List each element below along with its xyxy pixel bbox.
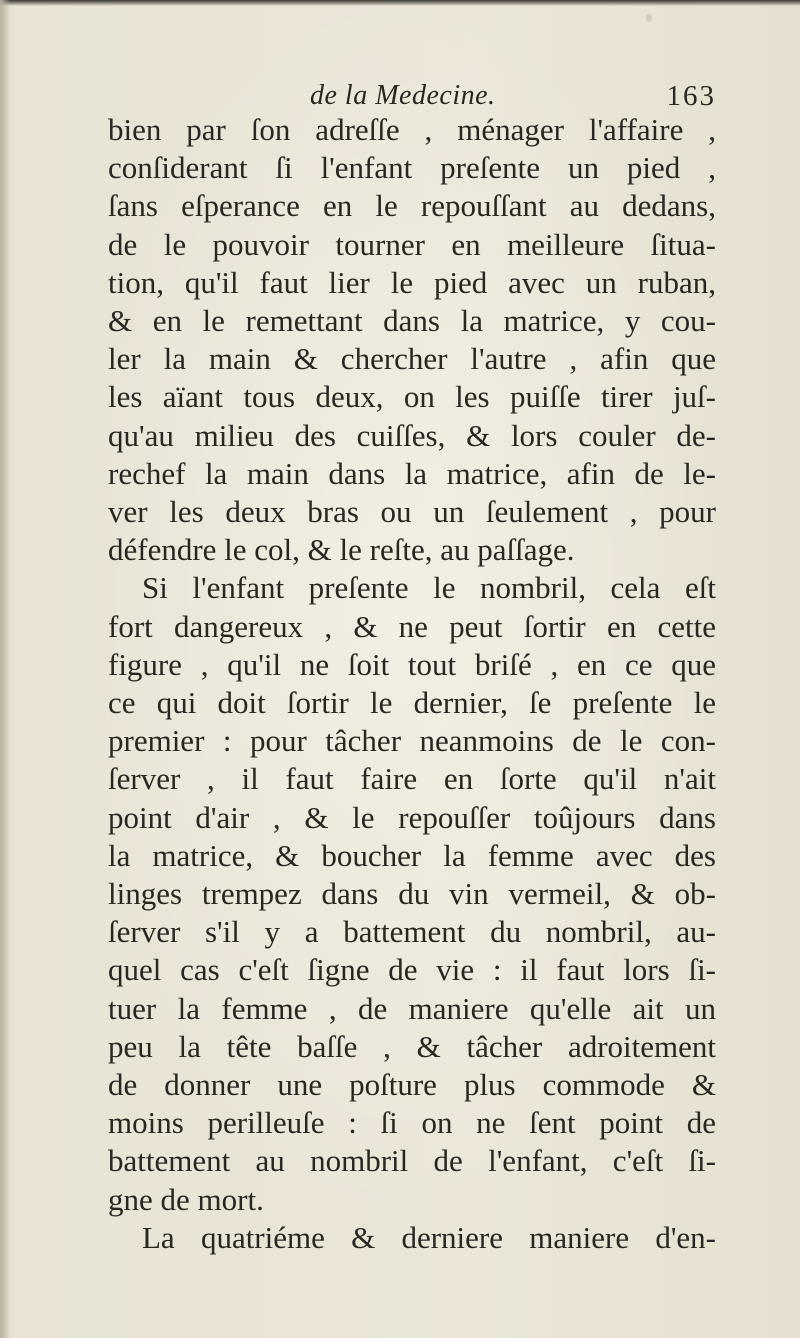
text-line: battement au nombril de l'enfant, c'eſt ſi- [108,1143,716,1179]
text-line: défendre le col, & le reſte, au paſſage. [108,532,575,568]
body-text [108,111,716,1257]
text-line: peu la tête baſſe , & tâcher adroitement [108,1028,716,1064]
text-line: tion, qu'il faut lier le pied avec un ruban, [108,264,716,300]
page-top-edge [0,0,800,6]
text-line: conſiderant ſi l'enfant preſente un pied , [108,150,716,186]
text-line: la matrice, & boucher la femme avec des [108,837,716,873]
text-line: tuer la femme , de maniere qu'elle ait un [108,990,716,1026]
page-number: 163 [666,80,716,112]
text-line: qu'au milieu des cuiſſes, & lors couler de- [108,417,716,453]
text-line: ſerver s'il y a battement du nombril, au- [108,914,716,950]
foxing-spot [646,14,652,22]
text-line: de donner une poſture plus commode & [108,1067,716,1103]
text-line: de le pouvoir tourner en meilleure ſitua- [108,226,716,262]
text-line: moins perilleuſe : ſi on ne ſent point de [108,1105,716,1141]
text-line: ſerver , il faut faire en ſorte qu'il n'ait [108,761,716,797]
paragraph-start-line: Si l'enfant preſente le nombril, cela eſt [142,570,716,606]
text-line: linges trempez dans du vin vermeil, & ob- [108,876,716,912]
text-line: les aïant tous deux, on les puiſſe tirer juſ- [108,379,716,415]
running-title: de la Medecine. [310,80,496,111]
text-line: point d'air , & le repouſſer toûjours dans [108,799,716,835]
gutter-shadow [0,0,10,1338]
text-line: ſans eſperance en le repouſſant au dedans, [108,188,716,224]
text-line: & en le remettant dans la matrice, y cou- [108,303,716,339]
text-line: gne de mort. [108,1181,264,1217]
text-line: quel cas c'eſt ſigne de vie : il faut lors ſi- [108,952,716,988]
text-line: bien par ſon adreſſe , ménager l'affaire , [108,112,716,147]
text-line: ver les deux bras ou un ſeulement , pour [108,494,716,530]
text-line: premier : pour tâcher neanmoins de le con- [108,723,716,759]
text-line: figure , qu'il ne ſoit tout briſé , en ce que [108,646,716,682]
paragraph-start-line: La quatriéme & derniere maniere d'en- [142,1219,716,1255]
text-line: ce qui doit ſortir le dernier, ſe preſente le [108,685,716,721]
text-line: ler la main & chercher l'autre , afin que [108,341,716,377]
text-line: rechef la main dans la matrice, afin de le- [108,455,716,491]
text-line: fort dangereux , & ne peut ſortir en cette [108,608,716,644]
